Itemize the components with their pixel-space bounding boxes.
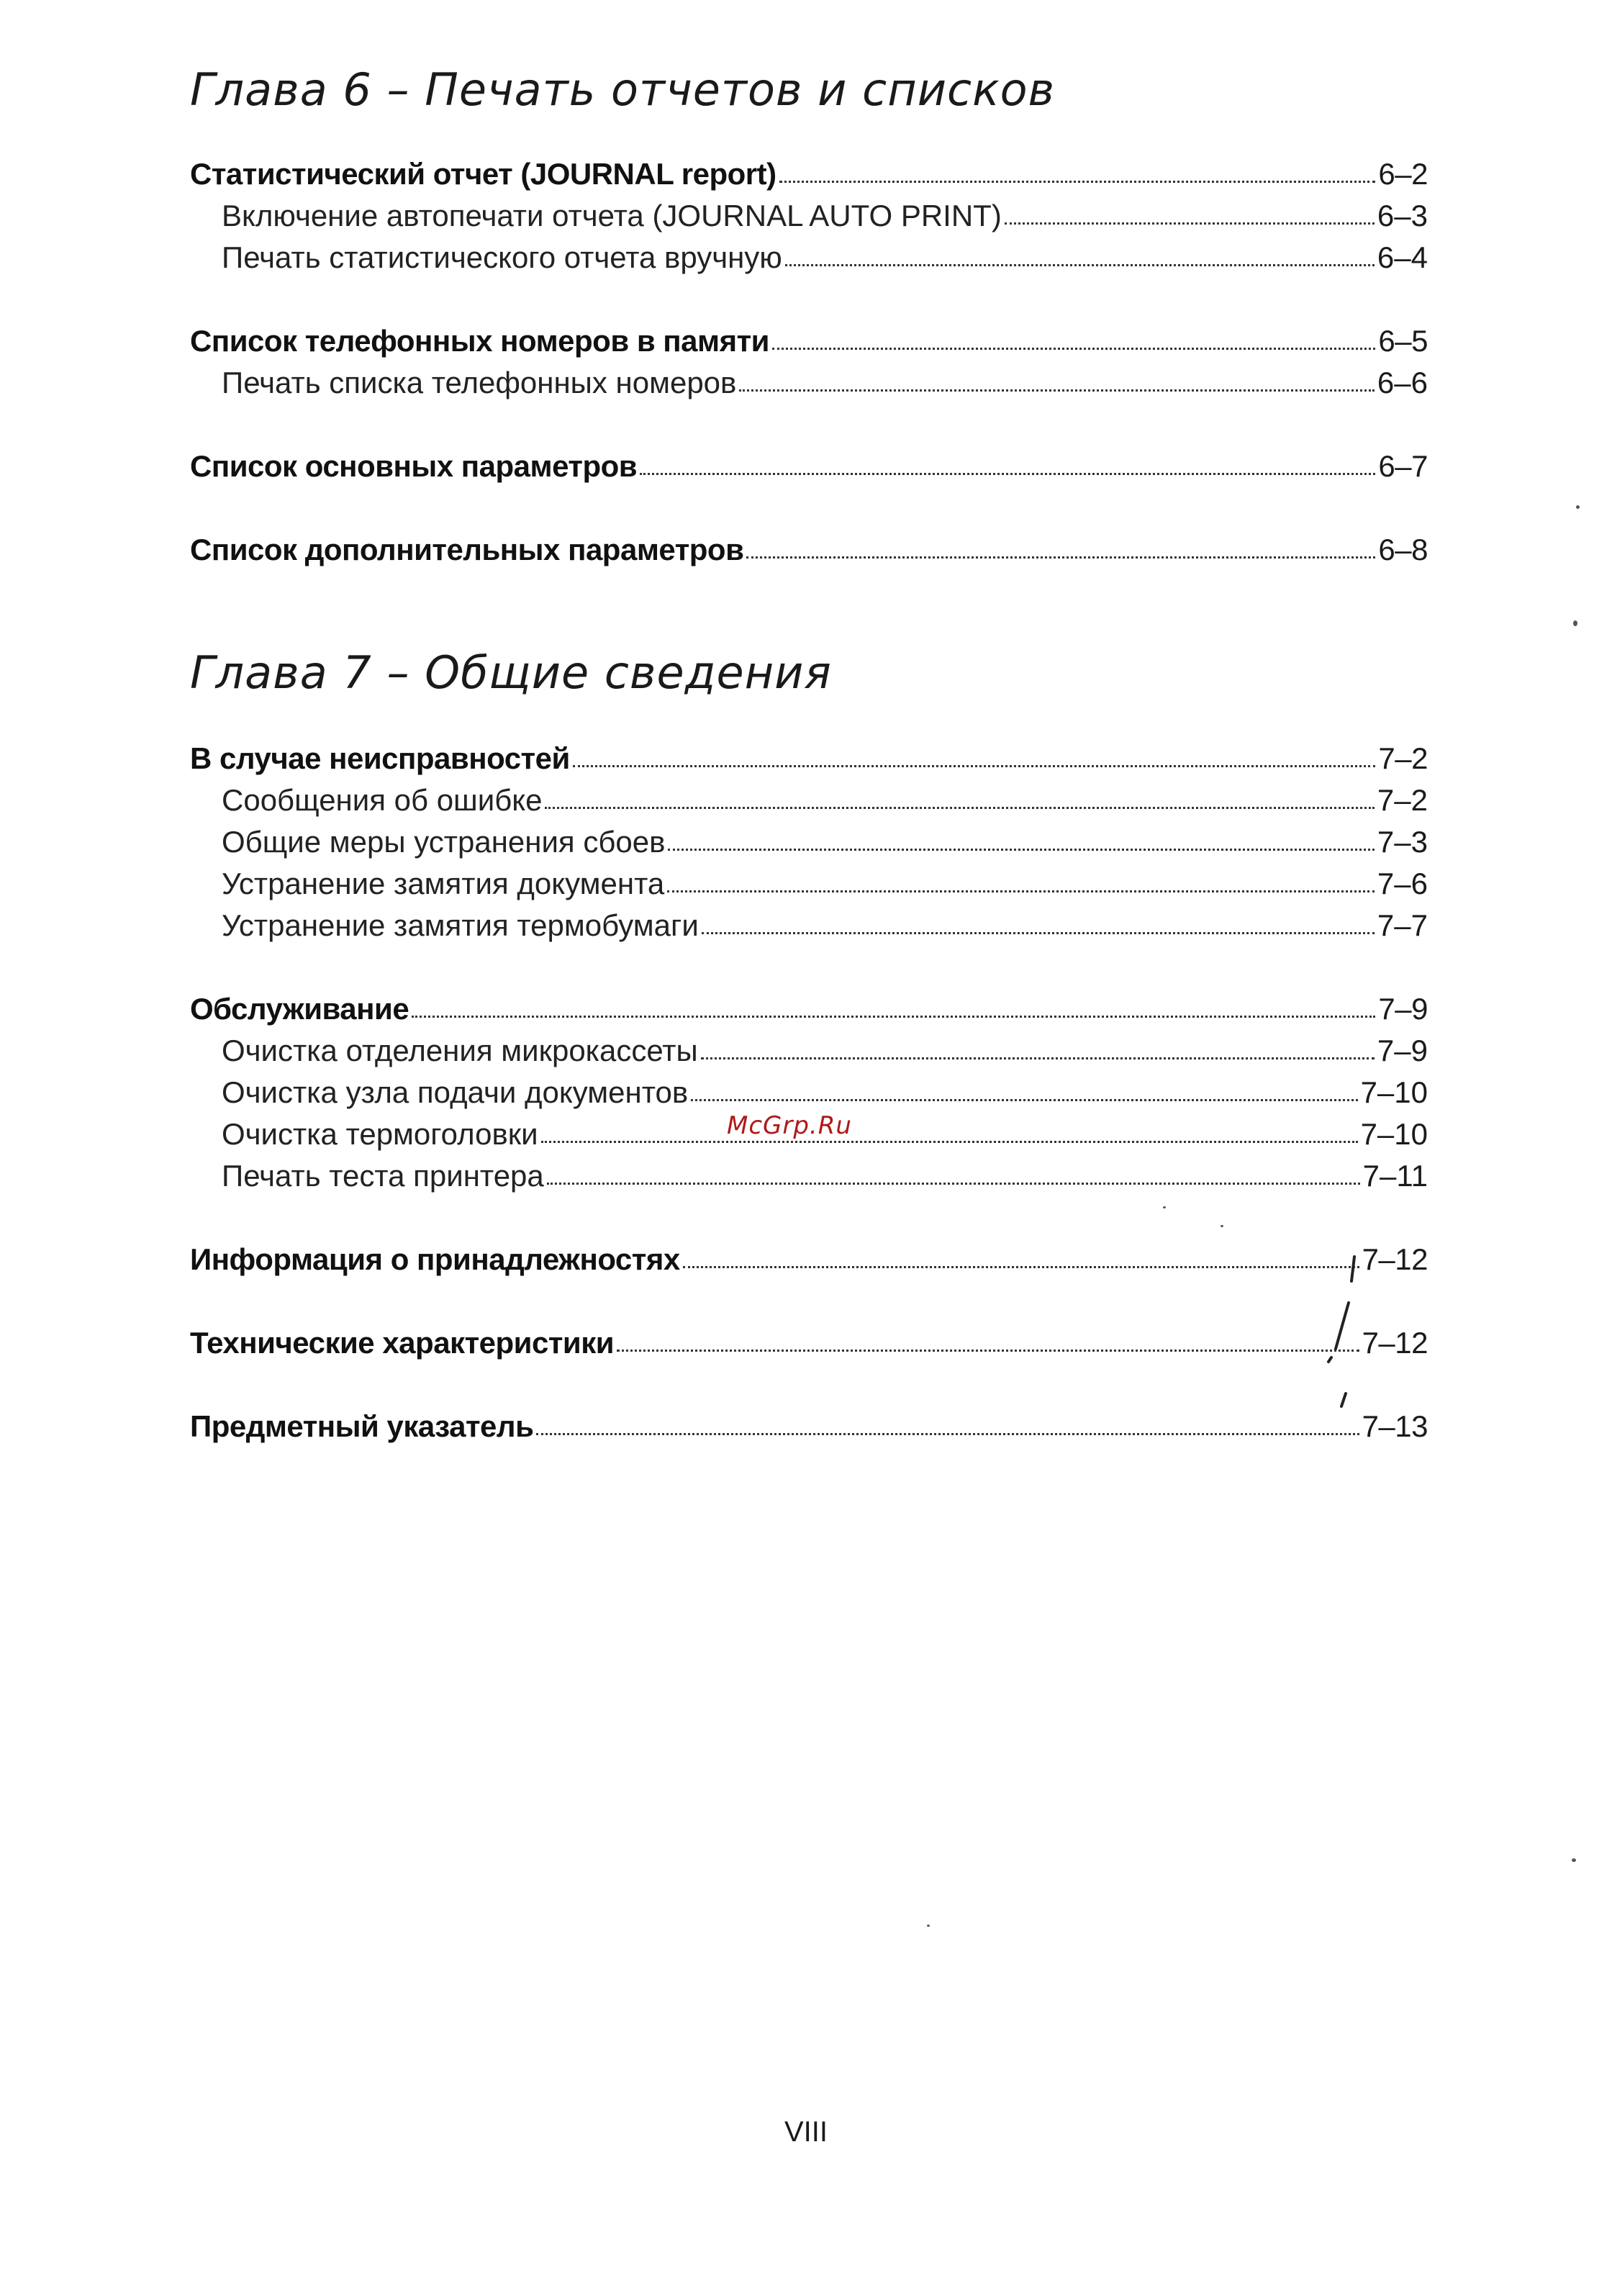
toc-entry-label: Список телефонных номеров в памяти — [190, 324, 769, 358]
toc-entry-label: Технические характеристики — [190, 1326, 615, 1360]
dot-leader — [779, 180, 1376, 183]
dot-leader — [683, 1265, 1359, 1268]
toc-entry-page-number: 7–7 — [1377, 908, 1428, 942]
chapter-6-title: Глава 6 – Печать отчетов и списков — [190, 63, 1056, 116]
toc-section-entry[interactable] — [190, 324, 1428, 366]
toc-section-entry[interactable] — [190, 992, 1428, 1034]
toc-section-entry[interactable] — [190, 1242, 1428, 1284]
toc-entry-label: В случае неисправностей — [190, 741, 570, 775]
toc-section-entry[interactable] — [190, 533, 1428, 574]
toc-group-gap — [190, 407, 1428, 449]
toc-entry-page-number: 7–6 — [1377, 867, 1428, 900]
scan-speck — [1221, 1225, 1223, 1227]
toc-entry-label: Печать теста принтера — [222, 1159, 544, 1193]
dot-leader — [545, 806, 1374, 809]
toc-entry-label: Статистический отчет (JOURNAL report) — [190, 157, 776, 191]
toc-subsection-entry[interactable] — [190, 366, 1428, 407]
toc-section-entry[interactable] — [190, 449, 1428, 491]
toc-entry-page-number: 6–8 — [1378, 533, 1428, 566]
toc-entry-page-number: 7–2 — [1377, 783, 1428, 817]
toc-entry-page-number: 7–12 — [1362, 1326, 1428, 1360]
toc-entry-label: Устранение замятия термобумаги — [222, 908, 699, 942]
toc-group-gap — [190, 1368, 1428, 1409]
toc-entry-label: Печать статистического отчета вручную — [222, 240, 782, 274]
dot-leader — [701, 1057, 1375, 1059]
toc-group-gap — [190, 282, 1428, 324]
scan-speck — [1163, 1206, 1166, 1208]
toc-entry-page-number: 6–2 — [1378, 157, 1428, 191]
dot-leader — [617, 1349, 1359, 1352]
toc-entry-label: Очистка термоголовки — [222, 1117, 538, 1151]
dot-leader — [412, 1015, 1375, 1018]
toc-entry-page-number: 7–10 — [1360, 1117, 1428, 1151]
page-number: VIII — [784, 2116, 828, 2148]
toc-entry-page-number: 6–4 — [1377, 240, 1428, 274]
toc-section-entry[interactable] — [190, 741, 1428, 783]
chapter-7-contents — [190, 741, 1428, 1451]
toc-entry-label: Список основных параметров — [190, 449, 638, 483]
scan-speck — [1576, 505, 1580, 509]
toc-entry-label: Информация о принадлежностях — [190, 1242, 680, 1276]
toc-entry-page-number: 7–9 — [1377, 1034, 1428, 1067]
toc-entry-page-number: 7–13 — [1362, 1409, 1428, 1443]
toc-entry-label: Список дополнительных параметров — [190, 533, 744, 566]
toc-subsection-entry[interactable] — [190, 1034, 1428, 1075]
toc-entry-page-number: 7–2 — [1378, 741, 1428, 775]
toc-subsection-entry[interactable] — [190, 908, 1428, 950]
toc-entry-label: Включение автопечати отчета (JOURNAL AUTO PRINT) — [222, 199, 1002, 232]
toc-entry-label: Печать списка телефонных номеров — [222, 366, 737, 399]
chapter-6-contents — [190, 157, 1428, 574]
dot-leader — [541, 1140, 1358, 1143]
scan-speck — [927, 1925, 930, 1927]
toc-entry-label: Сообщения об ошибке — [222, 783, 543, 817]
toc-subsection-entry[interactable] — [190, 825, 1428, 867]
toc-section-entry[interactable] — [190, 1326, 1428, 1368]
toc-entry-label: Обслуживание — [190, 992, 409, 1026]
dot-leader — [667, 890, 1375, 892]
toc-entry-page-number: 7–10 — [1360, 1075, 1428, 1109]
toc-entry-page-number: 7–11 — [1362, 1159, 1428, 1193]
toc-group-gap — [190, 491, 1428, 533]
scan-speck — [1573, 620, 1577, 626]
dot-leader — [640, 472, 1375, 475]
toc-entry-label: Предметный указатель — [190, 1409, 534, 1443]
dot-leader — [746, 556, 1375, 559]
toc-section-entry[interactable] — [190, 157, 1428, 199]
toc-subsection-entry[interactable] — [190, 1159, 1428, 1201]
toc-subsection-entry[interactable] — [190, 240, 1428, 282]
dot-leader — [668, 848, 1375, 851]
toc-group-gap — [190, 1201, 1428, 1242]
dot-leader — [547, 1182, 1360, 1185]
dot-leader — [573, 764, 1376, 767]
dot-leader — [1005, 222, 1375, 225]
toc-entry-page-number: 7–9 — [1378, 992, 1428, 1026]
chapter-7-title: Глава 7 – Общие сведения — [190, 646, 832, 699]
dot-leader — [691, 1098, 1357, 1101]
toc-section-entry[interactable] — [190, 1409, 1428, 1451]
dot-leader — [785, 263, 1375, 266]
toc-group-gap — [190, 1284, 1428, 1326]
toc-entry-page-number: 6–3 — [1377, 199, 1428, 232]
toc-entry-page-number: 6–6 — [1377, 366, 1428, 399]
dot-leader — [536, 1432, 1359, 1435]
toc-entry-page-number: 6–7 — [1378, 449, 1428, 483]
toc-subsection-entry[interactable] — [190, 199, 1428, 240]
toc-group-gap — [190, 950, 1428, 992]
toc-entry-label: Устранение замятия документа — [222, 867, 665, 900]
toc-subsection-entry[interactable] — [190, 783, 1428, 825]
toc-entry-label: Общие меры устранения сбоев — [222, 825, 666, 859]
scan-speck — [1572, 1858, 1576, 1862]
dot-leader — [772, 347, 1375, 350]
toc-subsection-entry[interactable] — [190, 867, 1428, 908]
toc-entry-label: Очистка отделения микрокассеты — [222, 1034, 698, 1067]
toc-entry-label: Очистка узла подачи документов — [222, 1075, 689, 1109]
pen-stroke-mark — [1310, 1252, 1367, 1411]
toc-entry-page-number: 6–5 — [1378, 324, 1428, 358]
toc-entry-page-number: 7–3 — [1377, 825, 1428, 859]
dot-leader — [702, 931, 1375, 934]
watermark: McGrp.Ru — [727, 1111, 852, 1140]
dot-leader — [739, 389, 1375, 392]
toc-entry-page-number: 7–12 — [1362, 1242, 1428, 1276]
